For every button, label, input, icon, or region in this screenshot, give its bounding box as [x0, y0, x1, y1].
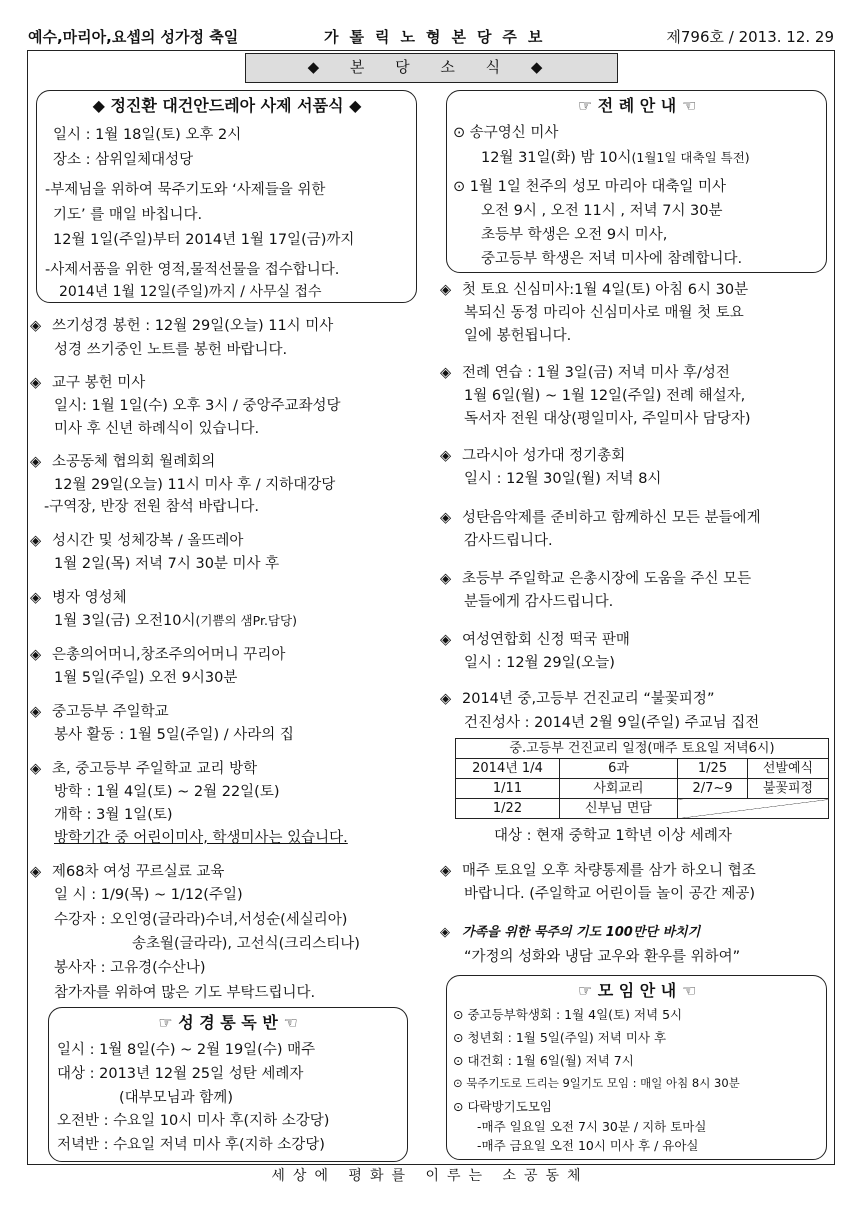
notice-line: 1월 5일(주일) 오전 9시30분	[54, 670, 238, 686]
diamond-icon: ◈	[30, 761, 42, 777]
notice-item: ◈ 그라시아 성가대 정기총회	[440, 446, 625, 468]
liturgy-title: ☞ 전 례 안 내 ☜	[577, 96, 697, 115]
ordination-line: -부제님을 위하여 묵주기도와 ‘사제들을 위한	[45, 182, 326, 198]
table-cell: 1/22	[456, 799, 560, 819]
table-cell: 불꽃피정	[748, 779, 829, 799]
notice-item: ◈ 중고등부 주일학교	[30, 702, 169, 724]
diamond-icon: ◈	[440, 282, 452, 298]
notice-item: ◈ 쓰기성경 봉헌 : 12월 29일(오늘) 11시 미사	[30, 316, 333, 338]
meeting-title: ☞ 모 임 안 내 ☜	[577, 981, 697, 1000]
notice-item: ◈ 여성연합회 신정 떡국 판매	[440, 630, 630, 652]
bible-line: 일시 : 1월 8일(수) ~ 2월 19일(수) 매주	[57, 1042, 316, 1058]
notice-line: 일 시 : 1/9(목) ~ 1/12(주일)	[54, 887, 243, 903]
liturgy-line: 초등부 학생은 오전 9시 미사,	[481, 227, 668, 243]
notice-line: 1월 2일(목) 저녁 7시 30분 미사 후	[54, 556, 280, 572]
ordination-line: 2014년 1월 12일(주일)까지 / 사무실 접수	[59, 284, 322, 300]
meeting-line: ⊙ 다락방기도모임	[453, 1099, 552, 1114]
liturgy-line: ⊙ 송구영신 미사	[453, 125, 559, 141]
notice-line: 1월 3일(금) 오전10시(기쁨의 샘Pr.담당)	[54, 613, 297, 629]
diamond-icon: ◈	[440, 448, 452, 464]
notice-item: ◈ 병자 영성체	[30, 588, 127, 610]
liturgy-box	[446, 90, 827, 273]
liturgy-line: 12월 31일(화) 밤 10시(1월1일 대축일 특전)	[481, 150, 750, 166]
notice-item: ◈ 가족을 위한 묵주의 기도 100만단 바치기	[440, 923, 700, 943]
diamond-icon: ◈	[30, 647, 42, 663]
notice-item: ◈ 소공동체 협의회 월례회의	[30, 452, 215, 474]
ordination-line: 기도’ 를 매일 바칩니다.	[53, 207, 203, 223]
schedule-note: 대상 : 현재 중학교 1학년 이상 세례자	[494, 828, 732, 844]
footer-motto: 세상에 평화를 이루는 소공동체	[271, 1168, 589, 1184]
diamond-icon: ◈	[440, 863, 452, 879]
notice-line: “가정의 성화와 냉담 교우와 환우를 위하여”	[464, 949, 741, 965]
ordination-line: -사제서품을 위한 영적,물적선물을 접수합니다.	[45, 262, 340, 278]
notice-line: 건진성사 : 2014년 2월 9일(주일) 주교님 집전	[464, 715, 760, 731]
notice-line: 봉사 활동 : 1월 5일(주일) / 사라의 집	[54, 727, 294, 743]
diamond-icon: ◈	[30, 318, 42, 334]
notice-item: ◈ 성탄음악제를 준비하고 함께하신 모든 분들에게	[440, 508, 761, 530]
section-banner: ◆ 본 당 소 식 ◆	[245, 53, 618, 83]
diamond-icon: ◈	[30, 864, 42, 880]
table-cell: 선발예식	[748, 759, 829, 779]
table-cell: 2014년 1/4	[456, 759, 560, 779]
ordination-line: 장소 : 삼위일체대성당	[53, 152, 194, 168]
notice-line: 방학 : 1월 4일(토) ~ 2월 22일(토)	[54, 784, 280, 800]
notice-line: -구역장, 반장 전원 참석 바랍니다.	[44, 499, 259, 515]
diamond-icon: ◈	[440, 571, 452, 587]
bible-reading-title: ☞ 성 경 통 독 반 ☜	[158, 1013, 298, 1032]
notice-item: ◈ 전례 연습 : 1월 3일(금) 저녁 미사 후/성전	[440, 363, 730, 385]
bulletin-title: 가톨릭노형본당주보	[324, 28, 554, 46]
notice-item: ◈ 초, 중고등부 주일학교 교리 방학	[30, 759, 257, 781]
notice-line: 개학 : 3월 1일(토)	[54, 807, 173, 823]
diamond-icon: ◈	[30, 533, 42, 549]
notice-line: 12월 29일(오늘) 11시 미사 후 / 지하대강당	[54, 477, 336, 493]
table-row	[456, 779, 829, 799]
bible-reading-box	[48, 1007, 408, 1162]
table-cell: 1/11	[456, 779, 560, 799]
table-row	[456, 799, 829, 819]
notice-line: 방학기간 중 어린이미사, 학생미사는 있습니다.	[54, 830, 348, 846]
notice-line: 봉사자 : 고유경(수산나)	[54, 960, 206, 976]
schedule-table	[455, 738, 829, 819]
table-cell: 6과	[560, 759, 678, 779]
notice-line: 일시 : 12월 30일(월) 저녁 8시	[464, 471, 662, 487]
schedule-title: 중.고등부 건진교리 일정(매주 토요일 저녁6시)	[456, 739, 829, 759]
bible-line: 저녁반 : 수요일 저녁 미사 후(지하 소강당)	[57, 1137, 325, 1153]
bible-line: 오전반 : 수요일 10시 미사 후(지하 소강당)	[57, 1113, 330, 1129]
meeting-line: ⊙ 청년회 : 1월 5일(주일) 저녁 미사 후	[453, 1030, 667, 1045]
diamond-icon: ◈	[440, 632, 452, 648]
meeting-line: ⊙ 묵주기도로 드리는 9일기도 모임 : 매일 아침 8시 30분	[453, 1076, 740, 1090]
notice-line: 수강자 : 오인영(글라라)수녀,서성순(세실리아)	[54, 912, 348, 928]
meeting-line: ⊙ 중고등부학생회 : 1월 4일(토) 저녁 5시	[453, 1007, 683, 1022]
table-cell: 1/25	[678, 759, 748, 779]
bible-line: 대상 : 2013년 12월 25일 성탄 세례자	[57, 1066, 304, 1082]
notice-line: 복되신 동정 마리아 신심미사로 매월 첫 토요	[464, 305, 744, 321]
notice-line: 일시 : 12월 29일(오늘)	[464, 655, 615, 671]
table-row	[456, 739, 829, 759]
notice-line: 독서자 전원 대상(평일미사, 주일미사 담당자)	[464, 411, 751, 427]
table-cell-empty	[678, 799, 829, 819]
table-cell: 2/7~9	[678, 779, 748, 799]
bible-line: (대부모님과 함께)	[119, 1090, 233, 1106]
diamond-icon: ◈	[440, 365, 452, 381]
notice-item: ◈ 초등부 주일학교 은총시장에 도움을 주신 모든	[440, 569, 751, 591]
meeting-line: -매주 일요일 오전 7시 30분 / 지하 토마실	[477, 1119, 707, 1134]
notice-line: 감사드립니다.	[464, 533, 553, 549]
notice-line: 바랍니다. (주일학교 어린이들 놀이 공간 제공)	[464, 886, 756, 902]
ordination-line: 일시 : 1월 18일(토) 오후 2시	[53, 127, 242, 143]
liturgy-line: 오전 9시 , 오전 11시 , 저녁 7시 30분	[481, 203, 723, 219]
notice-item: ◈ 제68차 여성 꾸르실료 교육	[30, 862, 224, 884]
notice-line: 일시: 1월 1일(수) 오후 3시 / 중앙주교좌성당	[54, 398, 341, 414]
notice-item: ◈ 매주 토요일 오후 차량통제를 삼가 하오니 협조	[440, 861, 756, 883]
diamond-icon: ◈	[30, 704, 42, 720]
table-cell: 사회교리	[560, 779, 678, 799]
notice-line: 성경 쓰기중인 노트를 봉헌 바랍니다.	[54, 342, 288, 358]
diamond-icon: ◈	[440, 510, 452, 526]
meeting-line: -매주 금요일 오전 10시 미사 후 / 유아실	[477, 1138, 699, 1153]
ordination-line: 12월 1일(주일)부터 2014년 1월 17일(금)까지	[53, 232, 355, 248]
liturgy-line: ⊙ 1월 1일 천주의 성모 마리아 대축일 미사	[453, 179, 726, 195]
table-row	[456, 759, 829, 779]
diamond-icon: ◈	[30, 590, 42, 606]
notice-line: 미사 후 신년 하례식이 있습니다.	[54, 421, 260, 437]
notice-item: ◈ 성시간 및 성체강복 / 올뜨레아	[30, 531, 243, 553]
notice-line: 일에 봉헌됩니다.	[464, 328, 572, 344]
meeting-box	[446, 975, 827, 1160]
diamond-icon: ◈	[440, 925, 450, 940]
notice-line: 송초월(글라라), 고선식(크리스티나)	[132, 936, 360, 952]
table-cell: 신부님 면담	[560, 799, 678, 819]
meeting-line: ⊙ 대건회 : 1월 6일(월) 저녁 7시	[453, 1053, 634, 1068]
notice-line: 1월 6일(월) ~ 1월 12일(주일) 전례 해설자,	[464, 388, 746, 404]
ordination-title: ◆ 정진환 대건안드레아 사제 서품식 ◆	[92, 96, 362, 115]
diamond-icon: ◈	[440, 691, 452, 707]
notice-item: ◈ 첫 토요 신심미사:1월 4일(토) 아침 6시 30분	[440, 280, 748, 302]
diamond-icon: ◈	[30, 375, 42, 391]
notice-line: 참가자를 위하여 많은 기도 부탁드립니다.	[54, 985, 316, 1001]
notice-item: ◈ 교구 봉헌 미사	[30, 373, 145, 395]
ordination-box	[36, 90, 417, 303]
notice-line: 분들에게 감사드립니다.	[464, 594, 614, 610]
header	[28, 26, 834, 48]
notice-item: ◈ 은총의어머니,창조주의어머니 꾸리아	[30, 645, 285, 667]
notice-item: ◈ 2014년 중,고등부 건진교리 “불꽃피정”	[440, 689, 714, 711]
feast-title: 예수,마리아,요셉의 성가정 축일	[28, 28, 239, 46]
diamond-icon: ◈	[30, 454, 42, 470]
issue-number: 제796호 / 2013. 12. 29	[666, 28, 834, 46]
liturgy-line: 중고등부 학생은 저녁 미사에 참례합니다.	[481, 251, 743, 267]
